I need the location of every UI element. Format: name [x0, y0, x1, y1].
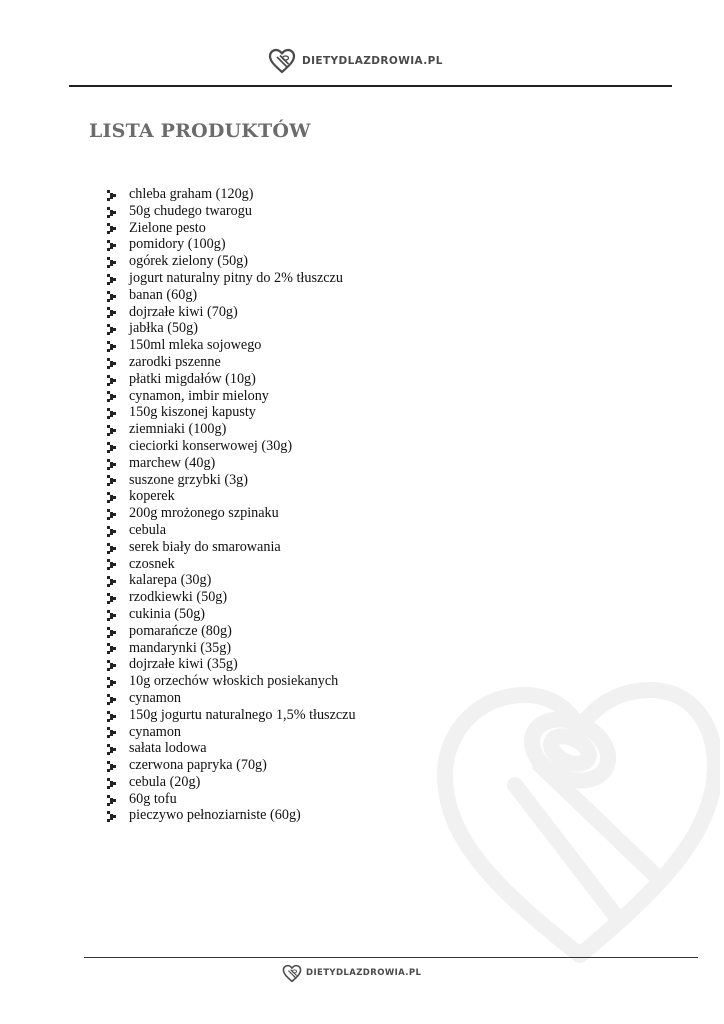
product-label: czerwona papryka (70g): [129, 757, 267, 774]
checkered-bullet-icon: [107, 743, 117, 754]
list-item: [107, 589, 356, 606]
list-item: [107, 438, 356, 455]
list-item: [107, 186, 356, 203]
list-item: [107, 472, 356, 489]
product-label: sałata lodowa: [129, 740, 207, 757]
checkered-bullet-icon: [107, 256, 117, 267]
product-label: 200g mrożonego szpinaku: [129, 505, 279, 522]
product-label: jogurt naturalny pitny do 2% tłuszczu: [129, 269, 343, 286]
checkered-bullet-icon: [107, 474, 117, 485]
checkered-bullet-icon: [107, 189, 117, 200]
checkered-bullet-icon: [107, 424, 117, 435]
product-label: koperek: [129, 488, 175, 505]
list-item: [107, 455, 356, 472]
checkered-bullet-icon: [107, 273, 117, 284]
list-item: [107, 320, 356, 337]
header-divider: [69, 85, 672, 87]
checkered-bullet-icon: [107, 676, 117, 687]
product-label: rzodkiewki (50g): [129, 589, 228, 606]
list-item: [107, 807, 356, 824]
list-item: [107, 606, 356, 623]
list-item: [107, 522, 356, 539]
list-item: [107, 270, 356, 287]
brand-name: DIETYDLAZDROWIA.PL: [306, 968, 422, 978]
product-label: marchew (40g): [129, 454, 216, 471]
product-label: cieciorki konserwowej (30g): [129, 437, 293, 454]
checkered-bullet-icon: [107, 575, 117, 586]
heart-logo-icon: [282, 964, 302, 983]
checkered-bullet-icon: [107, 558, 117, 569]
list-item: [107, 791, 356, 808]
list-item: [107, 690, 356, 707]
list-item: [107, 354, 356, 371]
list-item: [107, 539, 356, 556]
product-label: chleba graham (120g): [129, 186, 254, 202]
checkered-bullet-icon: [107, 726, 117, 737]
list-item: [107, 304, 356, 321]
checkered-bullet-icon: [107, 357, 117, 368]
checkered-bullet-icon: [107, 592, 117, 603]
checkered-bullet-icon: [107, 693, 117, 704]
product-label: czosnek: [129, 555, 175, 572]
footer-logo[interactable]: [282, 962, 421, 984]
footer-divider: [84, 957, 698, 958]
product-label: pieczywo pełnoziarniste (60g): [129, 807, 301, 824]
list-item: [107, 640, 356, 657]
checkered-bullet-icon: [107, 659, 117, 670]
checkered-bullet-icon: [107, 626, 117, 637]
product-label: 60g tofu: [129, 790, 177, 807]
product-label: pomarańcze (80g): [129, 622, 232, 639]
product-label: 150ml mleka sojowego: [129, 337, 262, 354]
product-label: banan (60g): [129, 286, 198, 303]
checkered-bullet-icon: [107, 239, 117, 250]
product-label: ziemniaki (100g): [129, 421, 227, 438]
header-logo[interactable]: [268, 46, 443, 76]
product-label: suszone grzybki (3g): [129, 471, 248, 488]
list-item: [107, 740, 356, 757]
list-item: [107, 757, 356, 774]
product-label: cynamon: [129, 689, 182, 706]
product-label: dojrzałe kiwi (35g): [129, 656, 238, 673]
product-label: cebula: [129, 521, 167, 538]
checkered-bullet-icon: [107, 458, 117, 469]
product-label: ogórek zielony (50g): [129, 253, 248, 270]
heart-logo-icon: [268, 48, 296, 74]
list-item: [107, 371, 356, 388]
checkered-bullet-icon: [107, 323, 117, 334]
list-item: [107, 337, 356, 354]
list-item: [107, 774, 356, 791]
checkered-bullet-icon: [107, 760, 117, 771]
list-item: [107, 404, 356, 421]
heart-watermark-icon: [430, 670, 720, 970]
list-item: [107, 287, 356, 304]
product-label: cukinia (50g): [129, 605, 206, 622]
product-label: 50g chudego twarogu: [129, 202, 252, 219]
checkered-bullet-icon: [107, 206, 117, 217]
product-label: pomidory (100g): [129, 236, 226, 253]
checkered-bullet-icon: [107, 390, 117, 401]
list-item: [107, 220, 356, 237]
checkered-bullet-icon: [107, 525, 117, 536]
list-item: [107, 421, 356, 438]
checkered-bullet-icon: [107, 777, 117, 788]
brand-name: DIETYDLAZDROWIA.PL: [302, 55, 443, 67]
checkered-bullet-icon: [107, 794, 117, 805]
checkered-bullet-icon: [107, 290, 117, 301]
list-item: [107, 488, 356, 505]
page-title: LISTA PRODUKTÓW: [89, 120, 311, 142]
checkered-bullet-icon: [107, 306, 117, 317]
product-label: płatki migdałów (10g): [129, 370, 256, 387]
list-item: [107, 253, 356, 270]
checkered-bullet-icon: [107, 609, 117, 620]
checkered-bullet-icon: [107, 508, 117, 519]
checkered-bullet-icon: [107, 374, 117, 385]
list-item: [107, 388, 356, 405]
checkered-bullet-icon: [107, 710, 117, 721]
list-item: [107, 673, 356, 690]
product-list: [107, 186, 356, 824]
product-label: jabłka (50g): [129, 320, 198, 337]
product-label: 150g jogurtu naturalnego 1,5% tłuszczu: [129, 706, 356, 723]
checkered-bullet-icon: [107, 441, 117, 452]
list-item: [107, 236, 356, 253]
product-label: 10g orzechów włoskich posiekanych: [129, 673, 339, 690]
product-label: cebula (20g): [129, 773, 201, 790]
product-label: dojrzałe kiwi (70g): [129, 303, 238, 320]
list-item: [107, 572, 356, 589]
checkered-bullet-icon: [107, 642, 117, 653]
list-item: [107, 505, 356, 522]
list-item: [107, 724, 356, 741]
product-label: Zielone pesto: [129, 219, 206, 236]
product-label: serek biały do smarowania: [129, 538, 281, 555]
list-item: [107, 203, 356, 220]
checkered-bullet-icon: [107, 810, 117, 821]
product-label: zarodki pszenne: [129, 353, 221, 370]
list-item: [107, 556, 356, 573]
list-item: [107, 656, 356, 673]
checkered-bullet-icon: [107, 542, 117, 553]
checkered-bullet-icon: [107, 222, 117, 233]
list-item: [107, 623, 356, 640]
checkered-bullet-icon: [107, 407, 117, 418]
checkered-bullet-icon: [107, 340, 117, 351]
product-label: cynamon, imbir mielony: [129, 387, 269, 404]
product-label: mandarynki (35g): [129, 639, 232, 656]
product-label: kalarepa (30g): [129, 572, 212, 589]
list-item: [107, 707, 356, 724]
product-label: 150g kiszonej kapusty: [129, 404, 256, 421]
checkered-bullet-icon: [107, 491, 117, 502]
product-label: cynamon: [129, 723, 182, 740]
